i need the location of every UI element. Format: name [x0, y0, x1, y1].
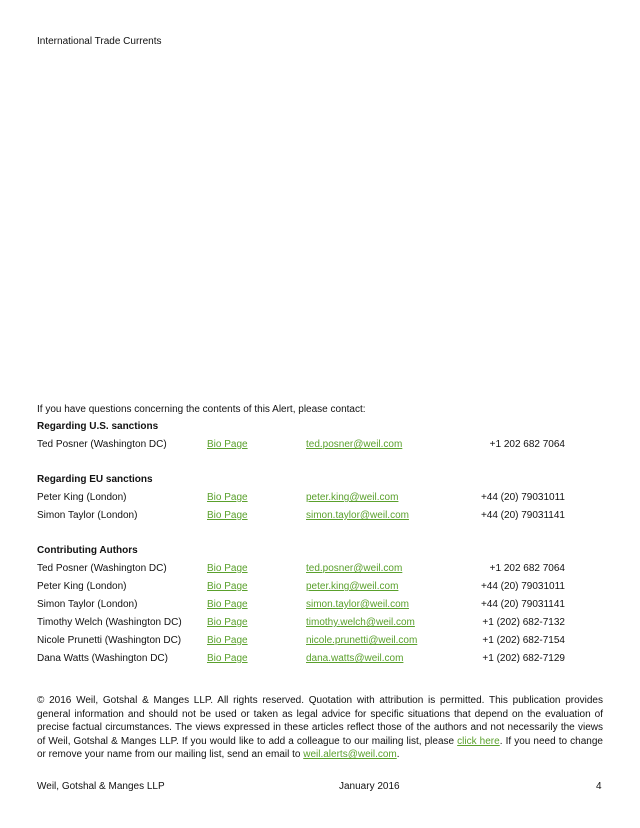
bio-page-link[interactable]: Bio Page — [207, 599, 248, 610]
contact-row — [37, 650, 603, 668]
page-number: 4 — [596, 781, 602, 792]
disclaimer-text: © 2016 Weil, Gotshal & Manges LLP. All rights reserved. Quotation with attribution is permitted. This publication provides general information and should not be used or taken as legal advice for specific situations that depend on the evaluation of precise factual circumstances. The views expressed in these articles reflect those of the authors and not necessarily the views of Weil, Gotshal & Manges LLP. If you would like to add a colleague to our mailing list, please — [37, 695, 603, 747]
disclaimer-text: . — [396, 749, 400, 760]
phone-number: +1 (202) 682-7132 — [482, 617, 565, 628]
running-header: International Trade Currents — [37, 36, 162, 47]
phone-number: +1 202 682 7064 — [489, 563, 565, 574]
footer-firm-name: Weil, Gotshal & Manges LLP — [37, 781, 165, 792]
section-eu-sanctions — [37, 471, 603, 525]
section-title: Regarding U.S. sanctions — [37, 421, 159, 432]
section-title: Contributing Authors — [37, 545, 138, 556]
phone-number: +1 202 682 7064 — [489, 439, 565, 450]
email-link[interactable]: timothy.welch@weil.com — [306, 617, 415, 628]
footer-date: January 2016 — [339, 781, 400, 792]
phone-number: +1 (202) 682-7129 — [482, 653, 565, 664]
contact-name: Ted Posner (Washington DC) — [37, 563, 167, 574]
click-here-link[interactable]: click here — [457, 735, 500, 747]
contact-name: Dana Watts (Washington DC) — [37, 653, 168, 664]
bio-page-link[interactable]: Bio Page — [207, 617, 248, 628]
alerts-email-link[interactable]: weil.alerts@weil.com — [303, 749, 397, 760]
bio-page-link[interactable]: Bio Page — [207, 563, 248, 574]
email-link[interactable]: peter.king@weil.com — [306, 581, 399, 592]
phone-number: +44 (20) 79031141 — [480, 510, 565, 521]
contact-name: Nicole Prunetti (Washington DC) — [37, 635, 182, 646]
contact-name: Timothy Welch (Washington DC) — [37, 617, 182, 628]
contact-row — [37, 489, 603, 507]
email-link[interactable]: ted.posner@weil.com — [306, 439, 403, 450]
bio-page-link[interactable]: Bio Page — [207, 439, 248, 450]
bio-page-link[interactable]: Bio Page — [207, 653, 248, 664]
bio-page-link[interactable]: Bio Page — [207, 492, 248, 503]
contact-name: Simon Taylor (London) — [37, 599, 138, 610]
bio-page-link[interactable]: Bio Page — [207, 510, 248, 521]
email-link[interactable]: simon.taylor@weil.com — [306, 599, 409, 610]
phone-number: +44 (20) 79031141 — [480, 599, 565, 610]
phone-number: +1 (202) 682-7154 — [482, 635, 565, 646]
contact-row — [37, 578, 603, 596]
email-link[interactable]: nicole.prunetti@weil.com — [306, 635, 418, 646]
section-contributing-authors — [37, 542, 603, 668]
email-link[interactable]: ted.posner@weil.com — [306, 563, 403, 574]
contact-row — [37, 560, 603, 578]
contact-row — [37, 632, 603, 650]
email-link[interactable]: dana.watts@weil.com — [306, 653, 404, 664]
contact-row — [37, 436, 603, 454]
contact-name: Peter King (London) — [37, 492, 127, 503]
phone-number: +44 (20) 79031011 — [480, 581, 565, 592]
disclaimer-text: . If you need to change or remove your name from our mailing list, send an email to — [37, 735, 603, 760]
bio-page-link[interactable]: Bio Page — [207, 581, 248, 592]
contact-name: Simon Taylor (London) — [37, 510, 138, 521]
section-title: Regarding EU sanctions — [37, 474, 153, 485]
phone-number: +44 (20) 79031011 — [480, 492, 565, 503]
email-link[interactable]: peter.king@weil.com — [306, 492, 399, 503]
contact-name: Peter King (London) — [37, 581, 127, 592]
section-us-sanctions — [37, 418, 603, 454]
contact-row — [37, 507, 603, 525]
copyright-disclaimer — [37, 694, 603, 762]
contact-name: Ted Posner (Washington DC) — [37, 439, 167, 450]
email-link[interactable]: simon.taylor@weil.com — [306, 510, 409, 521]
bio-page-link[interactable]: Bio Page — [207, 635, 248, 646]
contact-row — [37, 596, 603, 614]
contact-intro: If you have questions concerning the contents of this Alert, please contact: — [37, 404, 366, 415]
contact-row — [37, 614, 603, 632]
